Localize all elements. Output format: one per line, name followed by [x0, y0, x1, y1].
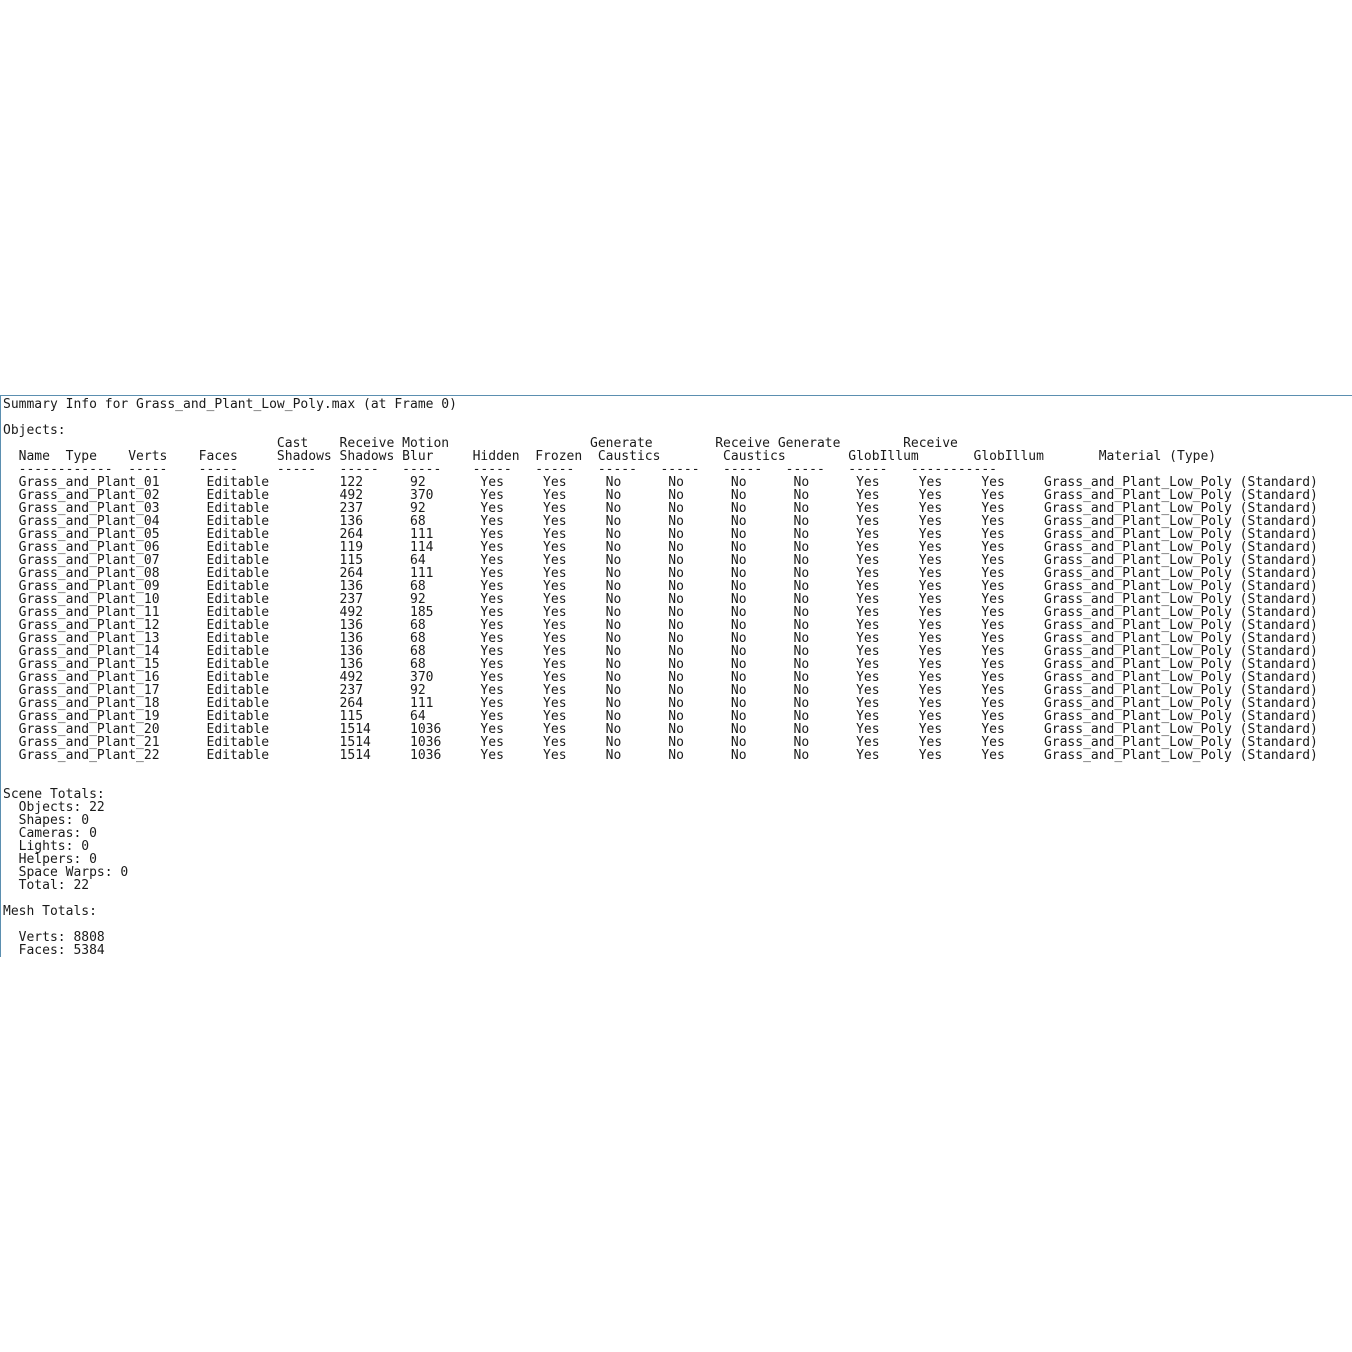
table-row: Grass_and_Plant_14 Editable 136 68 Yes Yes No No No No Yes Yes Yes Grass_and_Plant_Low_Poly (Standard)	[3, 644, 1318, 659]
scene-totals-line: Space Warps: 0	[3, 865, 129, 880]
table-row: Grass_and_Plant_19 Editable 115 64 Yes Yes No No No No Yes Yes Yes Grass_and_Plant_Low_Poly (Standard)	[3, 709, 1318, 724]
table-row: Grass_and_Plant_13 Editable 136 68 Yes Yes No No No No Yes Yes Yes Grass_and_Plant_Low_Poly (Standard)	[3, 631, 1318, 646]
scene-totals-line: Cameras: 0	[3, 826, 97, 841]
table-row: Grass_and_Plant_05 Editable 264 111 Yes Yes No No No No Yes Yes Yes Grass_and_Plant_Low_Poly (Standard)	[3, 527, 1318, 542]
table-row: Grass_and_Plant_17 Editable 237 92 Yes Yes No No No No Yes Yes Yes Grass_and_Plant_Low_Poly (Standard)	[3, 683, 1318, 698]
summary-title: Summary Info for Grass_and_Plant_Low_Poly.max (at Frame 0)	[3, 397, 457, 412]
table-header-divider: ------------ ----- ----- ----- ----- ----- ----- ----- ----- ----- ----- ----- ----- -----------	[3, 462, 997, 477]
objects-label: Objects:	[3, 423, 66, 438]
table-row: Grass_and_Plant_15 Editable 136 68 Yes Yes No No No No Yes Yes Yes Grass_and_Plant_Low_Poly (Standard)	[3, 657, 1318, 672]
table-header-line-2: Name Type Verts Faces Shadows Shadows Blur Hidden Frozen Caustics Caustics GlobIllum GlobIllum Material (Type)	[3, 449, 1217, 464]
table-row: Grass_and_Plant_21 Editable 1514 1036 Yes Yes No No No No Yes Yes Yes Grass_and_Plant_Low_Poly (Standard)	[3, 735, 1318, 750]
table-row: Grass_and_Plant_12 Editable 136 68 Yes Yes No No No No Yes Yes Yes Grass_and_Plant_Low_Poly (Standard)	[3, 618, 1318, 633]
table-row: Grass_and_Plant_18 Editable 264 111 Yes Yes No No No No Yes Yes Yes Grass_and_Plant_Low_Poly (Standard)	[3, 696, 1318, 711]
table-row: Grass_and_Plant_09 Editable 136 68 Yes Yes No No No No Yes Yes Yes Grass_and_Plant_Low_Poly (Standard)	[3, 579, 1318, 594]
scene-totals-line: Objects: 22	[3, 800, 105, 815]
table-row: Grass_and_Plant_01 Editable 122 92 Yes Yes No No No No Yes Yes Yes Grass_and_Plant_Low_Poly (Standard)	[3, 475, 1318, 490]
scene-totals-line: Shapes: 0	[3, 813, 90, 828]
table-row: Grass_and_Plant_02 Editable 492 370 Yes Yes No No No No Yes Yes Yes Grass_and_Plant_Low_Poly (Standard)	[3, 488, 1318, 503]
table-row: Grass_and_Plant_11 Editable 492 185 Yes Yes No No No No Yes Yes Yes Grass_and_Plant_Low_Poly (Standard)	[3, 605, 1318, 620]
mesh-totals-line: Verts: 8808	[3, 930, 105, 945]
summary-info-text-window[interactable]	[0, 395, 1352, 957]
scene-totals-line: Lights: 0	[3, 839, 90, 854]
table-row: Grass_and_Plant_22 Editable 1514 1036 Yes Yes No No No No Yes Yes Yes Grass_and_Plant_Low_Poly (Standard)	[3, 748, 1318, 763]
table-header-line-1: Cast Receive Motion Generate Receive Generate Receive	[3, 436, 958, 451]
table-row: Grass_and_Plant_07 Editable 115 64 Yes Yes No No No No Yes Yes Yes Grass_and_Plant_Low_Poly (Standard)	[3, 553, 1318, 568]
table-row: Grass_and_Plant_03 Editable 237 92 Yes Yes No No No No Yes Yes Yes Grass_and_Plant_Low_Poly (Standard)	[3, 501, 1318, 516]
table-row: Grass_and_Plant_20 Editable 1514 1036 Yes Yes No No No No Yes Yes Yes Grass_and_Plant_Low_Poly (Standard)	[3, 722, 1318, 737]
table-row: Grass_and_Plant_06 Editable 119 114 Yes Yes No No No No Yes Yes Yes Grass_and_Plant_Low_Poly (Standard)	[3, 540, 1318, 555]
table-row: Grass_and_Plant_16 Editable 492 370 Yes Yes No No No No Yes Yes Yes Grass_and_Plant_Low_Poly (Standard)	[3, 670, 1318, 685]
table-row: Grass_and_Plant_10 Editable 237 92 Yes Yes No No No No Yes Yes Yes Grass_and_Plant_Low_Poly (Standard)	[3, 592, 1318, 607]
scene-totals-line: Helpers: 0	[3, 852, 97, 867]
mesh-totals-line: Faces: 5384	[3, 943, 105, 958]
table-row: Grass_and_Plant_08 Editable 264 111 Yes Yes No No No No Yes Yes Yes Grass_and_Plant_Low_Poly (Standard)	[3, 566, 1318, 581]
table-row: Grass_and_Plant_04 Editable 136 68 Yes Yes No No No No Yes Yes Yes Grass_and_Plant_Low_Poly (Standard)	[3, 514, 1318, 529]
mesh-totals-label: Mesh Totals:	[3, 904, 97, 919]
scene-totals-label: Scene Totals:	[3, 787, 105, 802]
scene-totals-line: Total: 22	[3, 878, 90, 893]
